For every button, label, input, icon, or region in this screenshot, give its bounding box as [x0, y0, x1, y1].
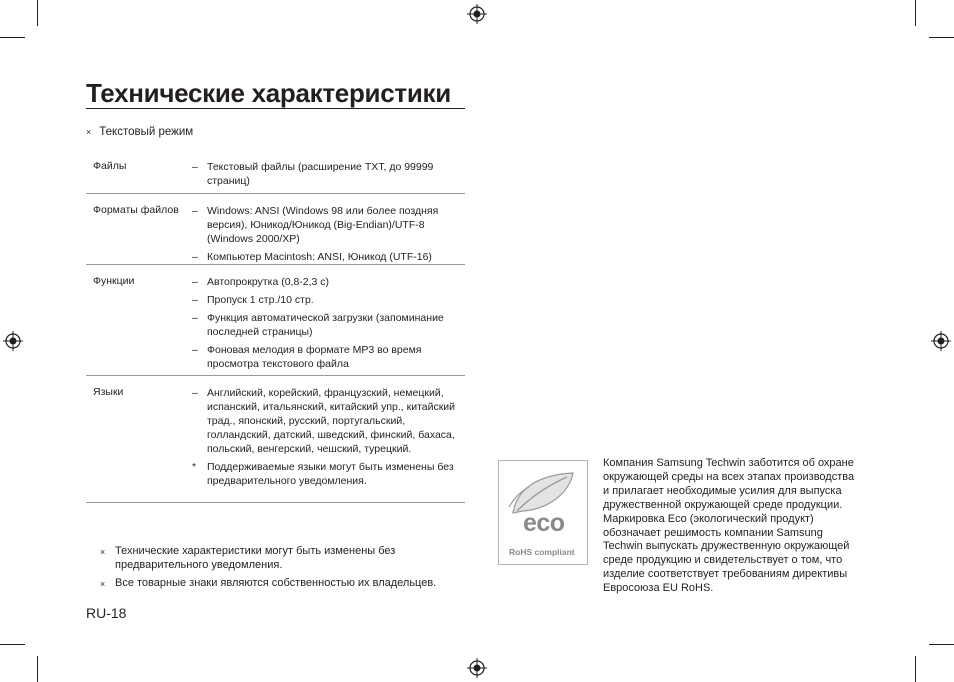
spec-label: Языки [93, 386, 124, 398]
spec-row-functions [86, 265, 465, 376]
registration-mark-icon [931, 331, 951, 351]
note-mark-icon: × [100, 579, 106, 589]
crop-mark-top-left-h [0, 37, 25, 38]
spec-table [86, 150, 465, 503]
spec-item: – Текстовый файлы (расширение TXT, до 99999 страниц) [192, 161, 434, 187]
crop-mark-bottom-left-h [0, 644, 25, 645]
spec-item: – Английский, корейский, французский, немецкий, испанский, итальянский, китайский упр., китайский трад., японский, русский, португальский, голландский, датский, шведский, финский, бахаса, польский, венгерский, чешский, турецкий. [192, 387, 456, 455]
spec-label: Форматы файлов [93, 204, 179, 216]
registration-mark-icon [3, 331, 23, 351]
registration-mark-icon [467, 658, 487, 678]
page-number: RU-18 [86, 605, 127, 621]
spec-label: Функции [93, 275, 135, 287]
spec-item: – Компьютер Macintosh: ANSI, Юникод (UTF-16) [192, 251, 432, 263]
spec-item: – Автопрокрутка (0,8-2,3 с) [192, 276, 330, 288]
crop-mark-top-right-v [915, 0, 916, 26]
eco-logo-subtitle: RoHS compliant [509, 547, 575, 557]
spec-item: – Фоновая мелодия в формате MP3 во время просмотра текстового файла [192, 344, 422, 370]
crop-mark-bottom-right-v [915, 656, 916, 682]
spec-item: * Поддерживаемые языки могут быть изменены без предварительного уведомления. [192, 461, 454, 487]
eco-description: Компания Samsung Techwin заботится об охране окружающей среды на всех этапах производства и прилагает необходимые усилия для выпуска дружественной окружающей среде продукции. Маркировка Eco (экологический продукт) обозначает решимость компании Samsung Techwin выпускать дружественную окружающей среде продукцию и свидетельствует о том, что изделие соответствует требованиям директивы Евросоюза EU RoHS. [603, 457, 855, 595]
spec-row-formats [86, 194, 465, 265]
spec-items [192, 386, 464, 492]
spec-items [192, 160, 464, 192]
registration-mark-icon [467, 4, 487, 24]
spec-item: – Windows: ANSI (Windows 98 или более поздняя версия), Юникод/Юникод (Big-Endian)/UTF-8 (Windows 2000/XP) [192, 205, 439, 245]
spec-item: – Функция автоматической загрузки (запоминание последней страницы) [192, 312, 444, 338]
section-heading-text: Текстовый режим [99, 126, 194, 138]
spec-label: Файлы [93, 160, 127, 172]
footnotes [100, 544, 470, 594]
spec-items [192, 204, 464, 268]
spec-row-files [86, 150, 465, 194]
note-mark-icon: × [86, 127, 92, 137]
footnote: × Все товарные знаки являются собственностью их владельцев. [100, 577, 437, 589]
spec-items [192, 275, 464, 375]
crop-mark-bottom-left-v [37, 656, 38, 682]
page-title: Технические характеристики [86, 78, 451, 108]
note-mark-icon: × [100, 547, 106, 557]
section-heading [86, 126, 193, 138]
footnote: × Технические характеристики могут быть изменены без предварительного уведомления. [100, 545, 396, 571]
crop-mark-top-right-h [929, 37, 954, 38]
eco-logo-word: eco [523, 509, 565, 537]
title-rule [86, 108, 465, 109]
spec-item: – Пропуск 1 стр./10 стр. [192, 294, 314, 306]
crop-mark-top-left-v [37, 0, 38, 26]
crop-mark-bottom-right-h [929, 644, 954, 645]
eco-logo [498, 460, 588, 565]
spec-row-languages [86, 376, 465, 503]
